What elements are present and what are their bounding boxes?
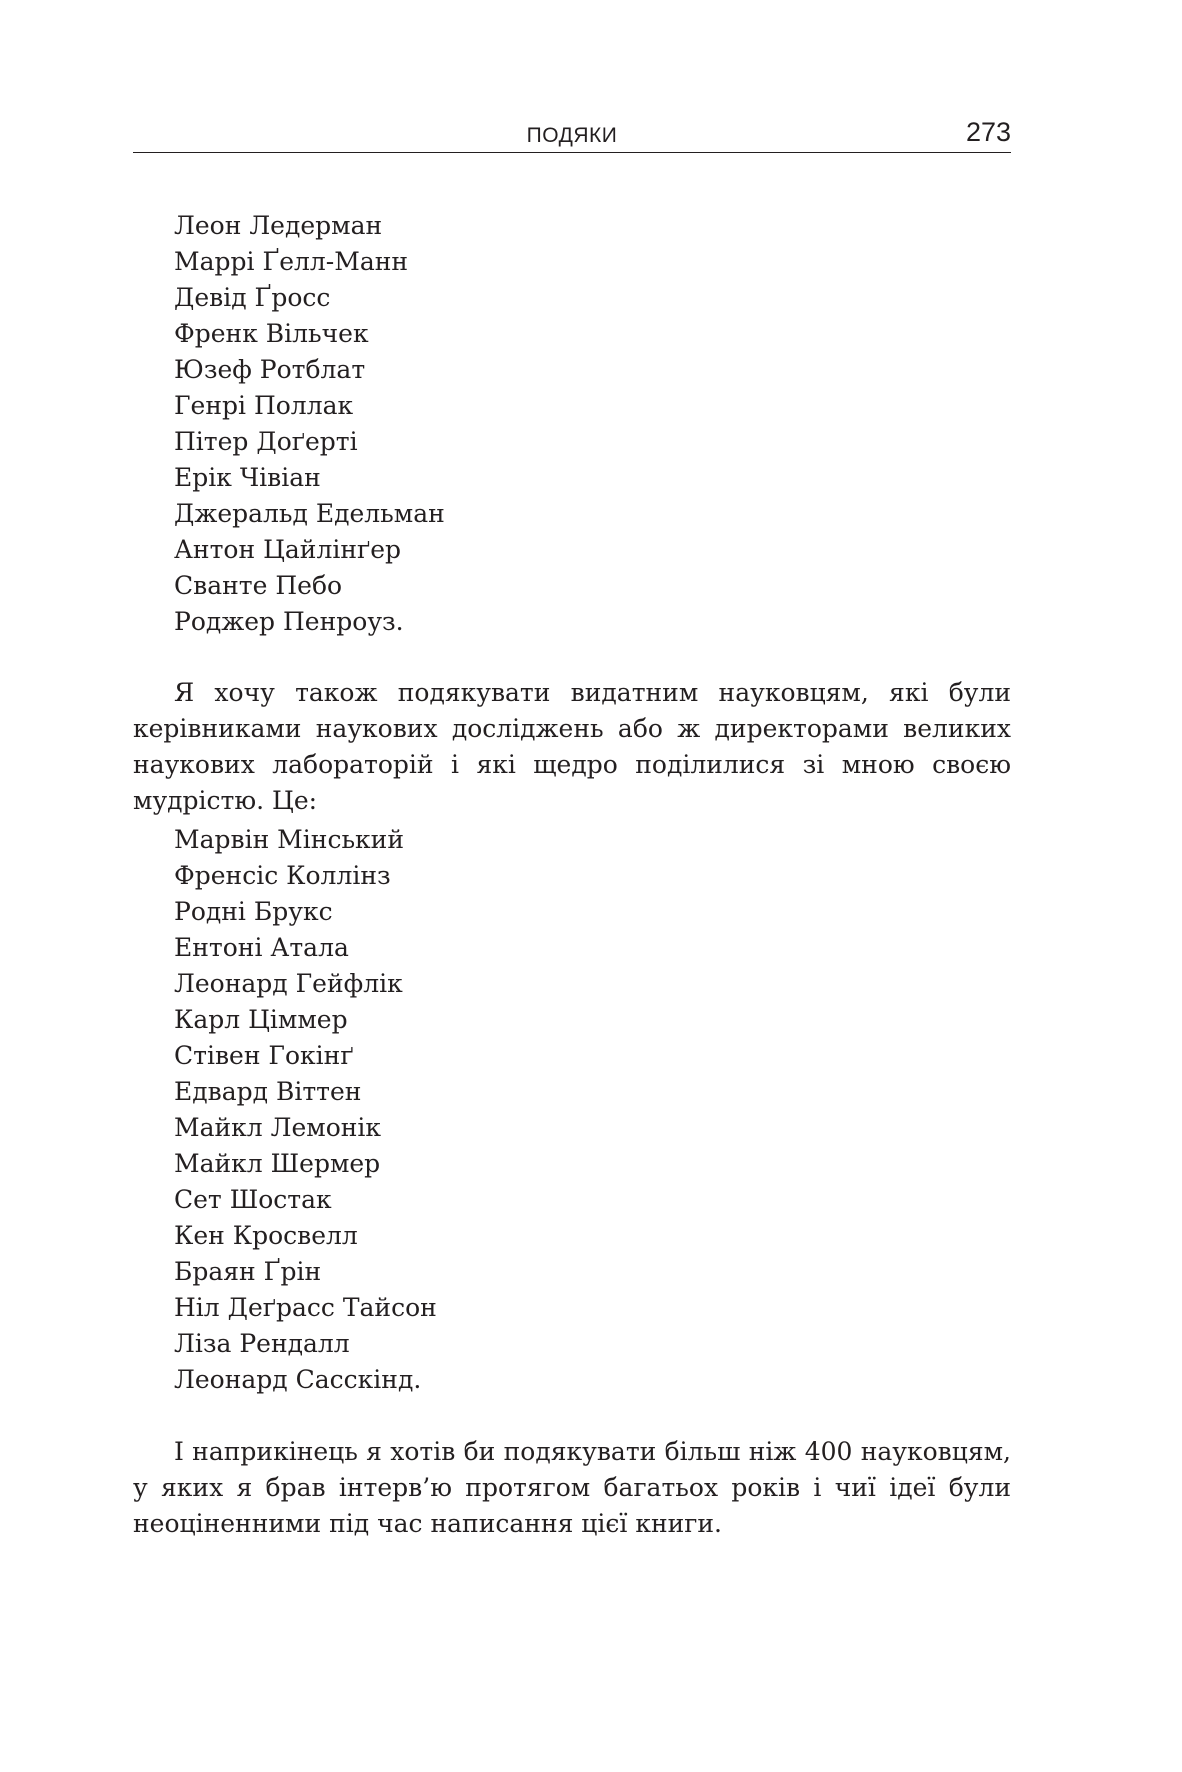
scientists-list	[174, 208, 445, 640]
paragraph: Я хочу також подякувати видатним науковцям, які були керівниками наукових досліджень або ж директорами великих наукових лабораторій і які щедро поділилися зі мною своєю мудрістю. Це:	[133, 678, 1011, 815]
list-item: Кен Кросвелл	[174, 1221, 358, 1250]
list-item: Майкл Шермер	[174, 1149, 381, 1178]
list-item: Ерік Чівіан	[174, 463, 321, 492]
list-item: Роджер Пенроуз.	[174, 607, 404, 636]
list-item: Марвін Мінський	[174, 825, 405, 854]
list-item: Ліза Рендалл	[174, 1329, 350, 1358]
research-leaders-list	[174, 822, 437, 1398]
list-item: Девід Ґросс	[174, 283, 331, 312]
list-item: Стівен Гокінґ	[174, 1041, 354, 1070]
list-item: Маррі Ґелл-Манн	[174, 247, 409, 276]
running-head: ПОДЯКИ	[526, 124, 618, 147]
list-item: Ентоні Атала	[174, 933, 349, 962]
list-item: Ніл Деґрасс Тайсон	[174, 1293, 437, 1322]
list-item: Едвард Віттен	[174, 1077, 362, 1106]
paragraph: І наприкінець я хотів би подякувати більш ніж 400 науковцям, у яких я брав інтерв’ю протягом багатьох років і чиї ідеї були неоціненними під час написання цієї книги.	[133, 1437, 1011, 1538]
list-item: Майкл Лемонік	[174, 1113, 382, 1142]
list-item: Сванте Пебо	[174, 571, 343, 600]
list-item: Леонард Гейфлік	[174, 969, 403, 998]
page-header	[133, 112, 1011, 153]
list-item: Карл Ціммер	[174, 1005, 348, 1034]
list-item: Леон Ледерман	[174, 211, 383, 240]
list-item: Френк Вільчек	[174, 319, 369, 348]
list-item: Антон Цайлінґер	[174, 535, 402, 564]
page-number: 273	[965, 117, 1011, 147]
list-item: Леонард Сасскінд.	[174, 1365, 422, 1394]
list-item: Пітер Доґерті	[174, 427, 358, 456]
list-item: Родні Брукс	[174, 897, 333, 926]
list-item: Сет Шостак	[174, 1185, 332, 1214]
list-item: Джеральд Едельман	[174, 499, 445, 528]
list-item: Юзеф Ротблат	[174, 355, 366, 384]
list-item: Френсіс Коллінз	[174, 861, 391, 890]
list-item: Браян Ґрін	[174, 1257, 322, 1286]
list-item: Генрі Поллак	[174, 391, 354, 420]
